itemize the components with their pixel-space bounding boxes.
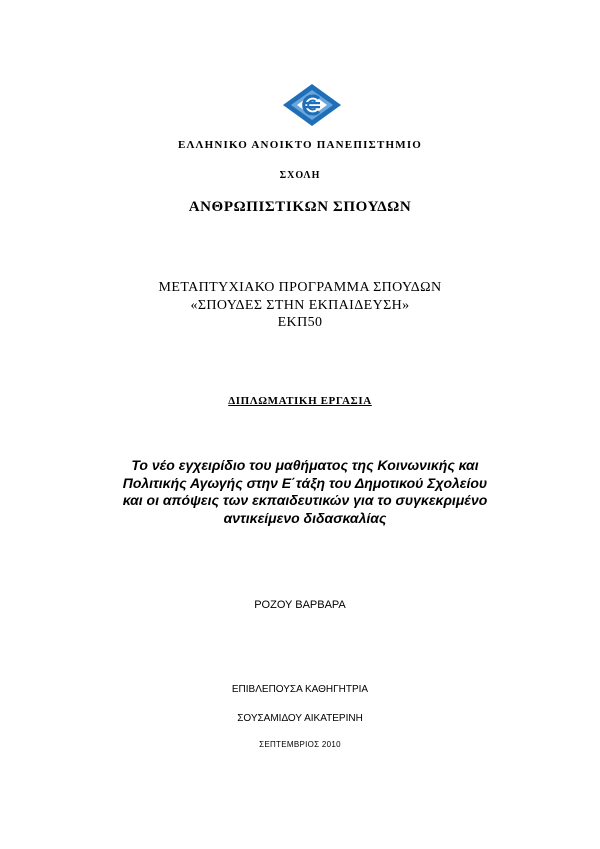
school-label: ΣΧΟΛΗ <box>279 170 321 181</box>
thesis-title <box>60 457 550 527</box>
thesis-label: ΔΙΠΛΩΜΑΤΙΚΗ ΕΡΓΑΣΙΑ <box>228 395 372 407</box>
thesis-title-line-3: και οι απόψεις των εκπαιδευτικών για το συγκεκριμένο <box>122 492 488 508</box>
submission-date: ΣΕΠΤΕΜΒΡΙΟΣ 2010 <box>259 740 341 749</box>
supervisor-name: ΣΟΥΣΑΜΙΔΟΥ ΑΙΚΑΤΕΡΙΝΗ <box>237 713 363 724</box>
program-line-1: ΜΕΤΑΠΤΥΧΙΑΚΟ ΠΡΟΓΡΑΜΜΑ ΣΠΟΥΔΩΝ <box>158 280 442 295</box>
thesis-title-line-2: Πολιτικής Αγωγής στην Ε΄τάξη του Δημοτικού Σχολείου <box>122 474 488 491</box>
program-line-3: ΕΚΠ50 <box>277 315 323 330</box>
university-name: ΕΛΛΗΝΙΚΟ ΑΝΟΙΚΤΟ ΠΑΝΕΠΙΣΤΗΜΙΟ <box>177 139 423 151</box>
program-line-2: «ΣΠΟΥΔΕΣ ΣΤΗΝ ΕΚΠΑΙΔΕΥΣΗ» <box>190 298 410 313</box>
thesis-title-line-4: αντικείμενο διδασκαλίας <box>223 509 387 526</box>
supervisor-label: ΕΠΙΒΛΕΠΟΥΣΑ ΚΑΘΗΓΗΤΡΙΑ <box>231 684 369 695</box>
author-name: ΡΟΖΟΥ ΒΑΡΒΑΡΑ <box>254 599 346 611</box>
thesis-title-line-1: Το νέο εγχειρίδιο του μαθήματος της Κοινωνικής και <box>131 457 479 473</box>
university-logo-icon <box>282 83 342 127</box>
school-name: ΑΝΘΡΩΠΙΣΤΙΚΩΝ ΣΠΟΥΔΩΝ <box>188 199 412 215</box>
